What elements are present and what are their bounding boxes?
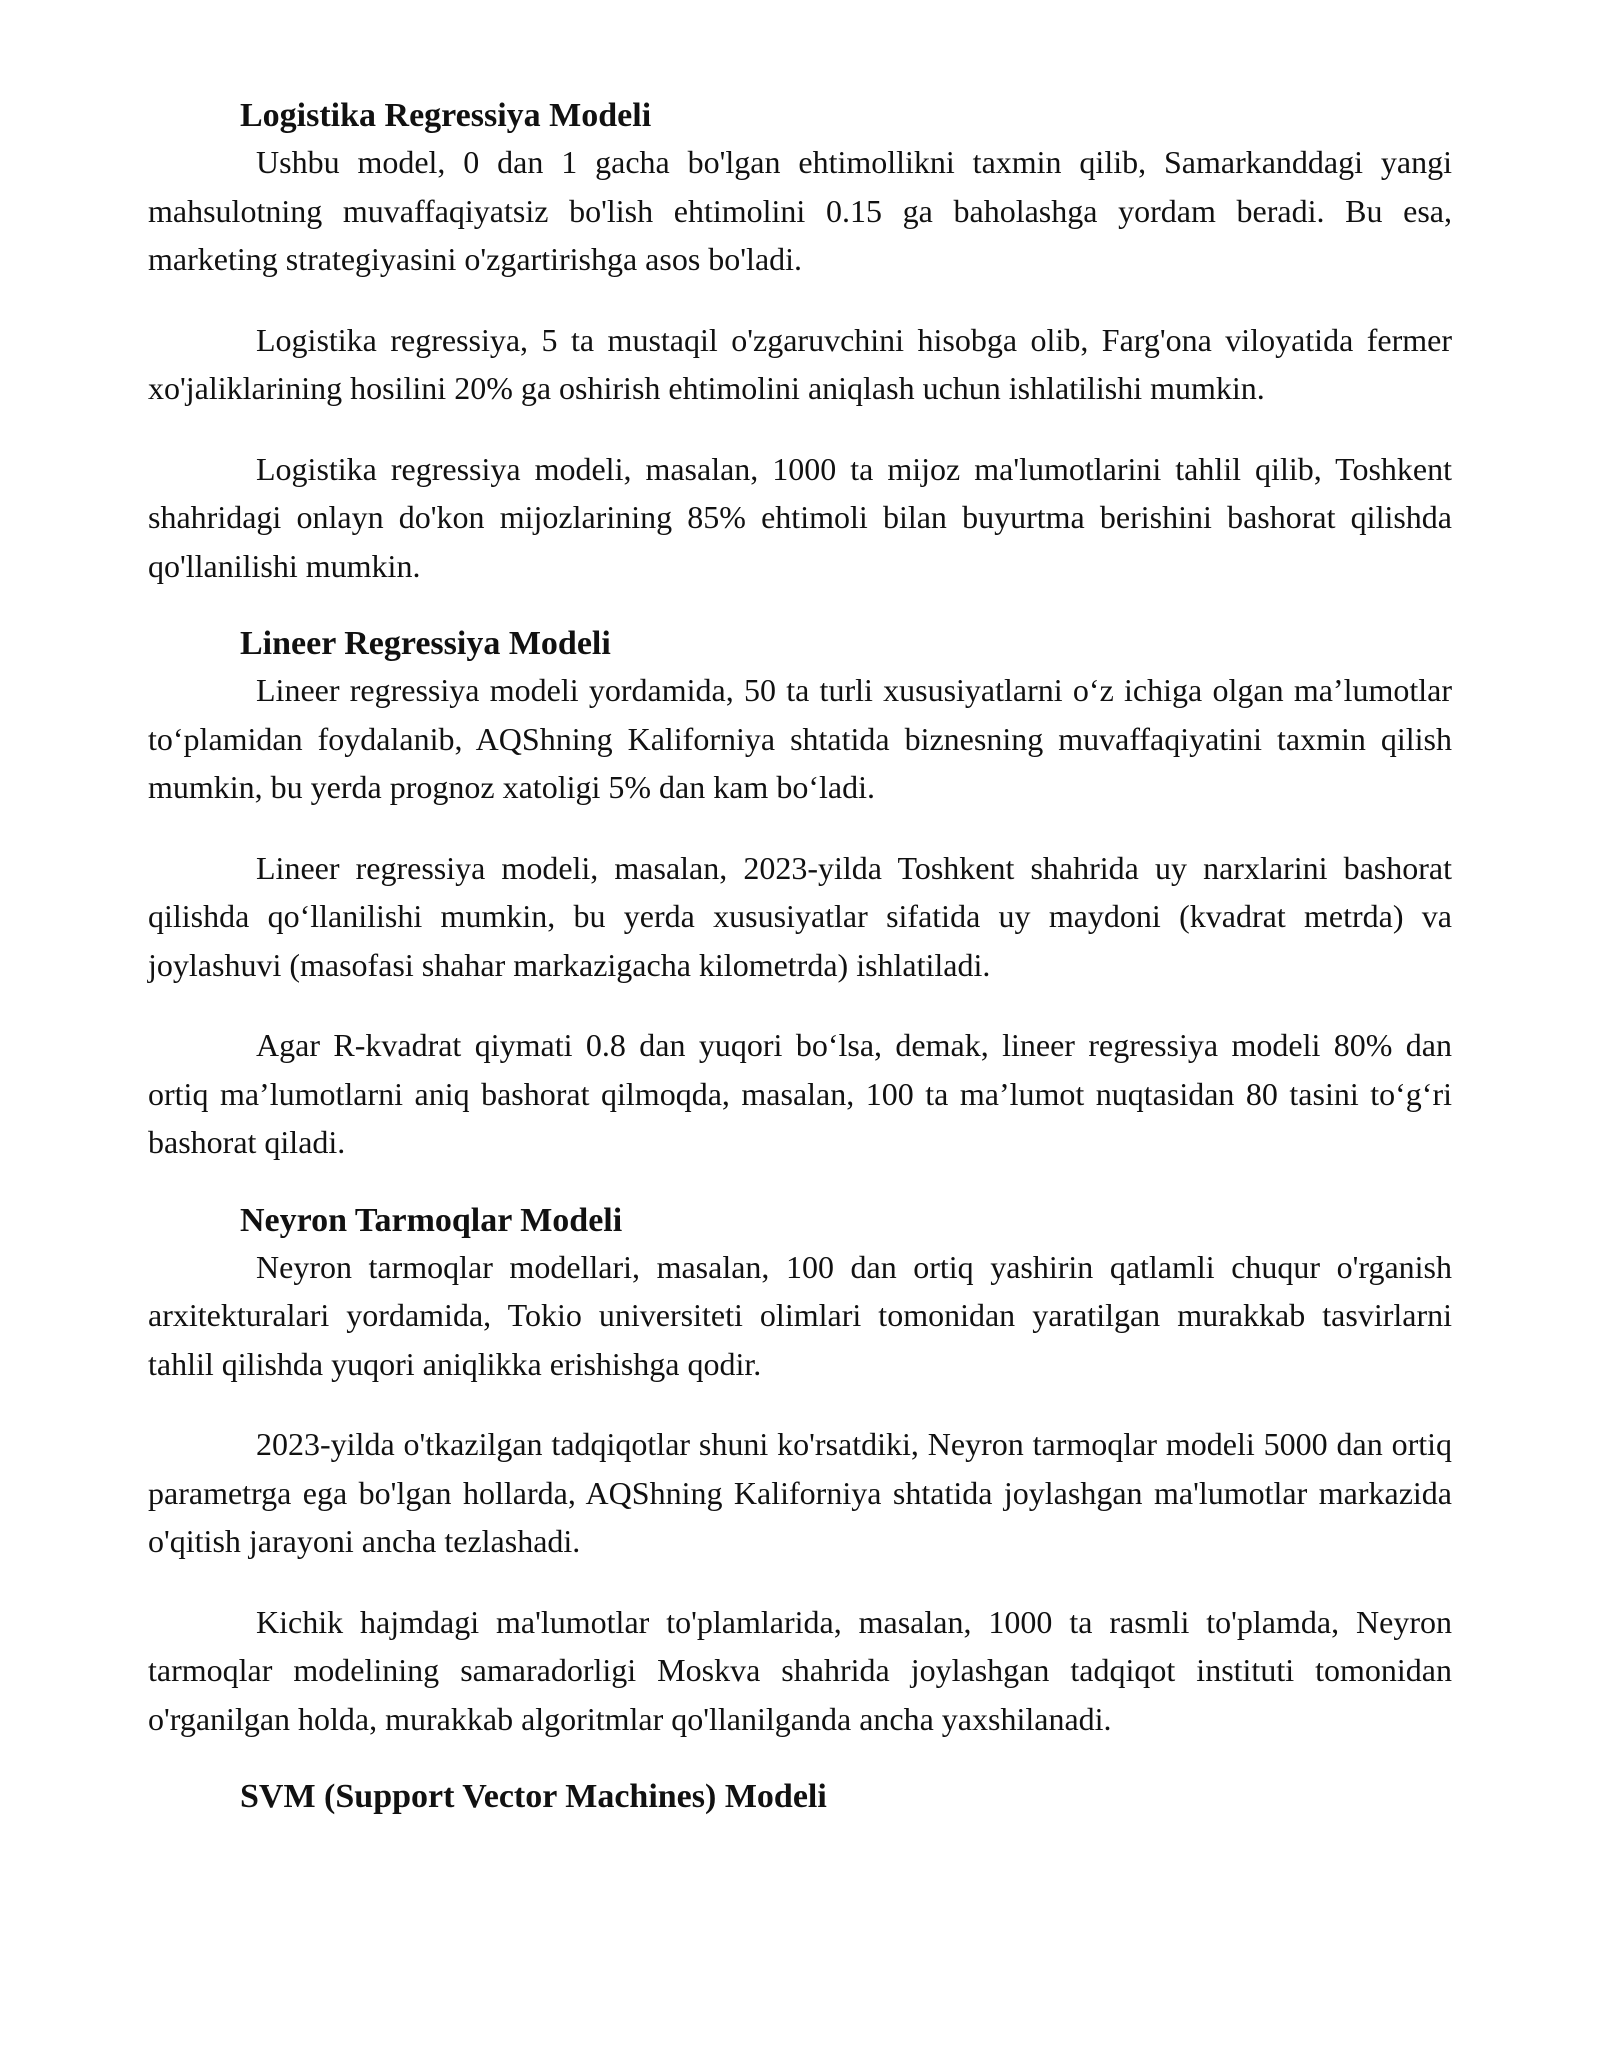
section-heading: Lineer Regressiya Modeli	[240, 625, 611, 662]
section-neural-networks	[148, 1201, 1452, 1744]
document-body	[148, 96, 1452, 1819]
paragraph: Logistika regressiya, 5 ta mustaqil o'zgaruvchini hisobga olib, Farg'ona viloyatida fermer xo'jaliklarining hosilini 20% ga oshirish ehtimolini aniqlash uchun ishlatilishi mumkin.	[148, 321, 1452, 406]
paragraph: Agar R-kvadrat qiymati 0.8 dan yuqori bo‘lsa, demak, lineer regressiya modeli 80% dan ortiq ma’lumotlarni aniq bashorat qilmoqda, masalan, 100 ta ma’lumot nuqtasidan 80 tasini to‘g‘ri bashorat qiladi.	[148, 1027, 1452, 1160]
paragraph: Kichik hajmdagi ma'lumotlar to'plamlarida, masalan, 1000 ta rasmli to'plamda, Neyron tarmoqlar modelining samaradorligi Moskva shahrida joylashgan tadqiqot instituti tomonidan o'rganilgan holda, murakkab algoritmlar qo'llanilganda ancha yaxshilanadi.	[148, 1603, 1452, 1737]
section-heading: SVM (Support Vector Machines) Modeli	[240, 1778, 827, 1815]
section-heading: Neyron Tarmoqlar Modeli	[240, 1201, 623, 1239]
paragraph: 2023-yilda o'tkazilgan tadqiqotlar shuni ko'rsatdiki, Neyron tarmoqlar modeli 5000 dan ortiq parametrga ega bo'lgan hollarda, AQShning Kaliforniya shtatida joylashgan ma'lumotlar markazida o'qitish jarayoni ancha tezlashadi.	[148, 1426, 1452, 1559]
paragraph: Neyron tarmoqlar modellari, masalan, 100 dan ortiq yashirin qatlamli chuqur o'rganish arxitekturalari yordamida, Tokio universiteti olimlari tomonidan yaratilgan murakkab tasvirlarni tahlil qilishda yuqori aniqlikka erishishga qodir.	[148, 1248, 1452, 1382]
paragraph: Lineer regressiya modeli, masalan, 2023-yilda Toshkent shahrida uy narxlarini bashorat qilishda qo‘llanilishi mumkin, bu yerda xususiyatlar sifatida uy maydoni (kvadrat metrda) va joylashuvi (masofasi shahar markazigacha kilometrda) ishlatiladi.	[148, 849, 1452, 983]
section-linear-regression	[148, 624, 1452, 1167]
paragraph: Logistika regressiya modeli, masalan, 1000 ta mijoz ma'lumotlarini tahlil qilib, Toshkent shahridagi onlayn do'kon mijozlarining 85% ehtimoli bilan buyurtma berishini bashorat qilishda qo'llanilishi mumkin.	[148, 450, 1452, 584]
paragraph: Lineer regressiya modeli yordamida, 50 ta turli xususiyatlarni o‘z ichiga olgan ma’lumotlar to‘plamidan foydalanib, AQShning Kaliforniya shtatida biznesning muvaffaqiyatini taxmin qilish mumkin, bu yerda prognoz xatoligi 5% dan kam bo‘ladi.	[148, 672, 1452, 805]
section-heading: Logistika Regressiya Modeli	[240, 97, 652, 134]
paragraph: Ushbu model, 0 dan 1 gacha bo'lgan ehtimollikni taxmin qilib, Samarkanddagi yangi mahsulotning muvaffaqiyatsiz bo'lish ehtimolini 0.15 ga baholashga yordam beradi. Bu esa, marketing strategiyasini o'zgartirishga asos bo'ladi.	[148, 144, 1452, 277]
section-svm	[148, 1777, 1452, 1817]
section-logistic-regression	[148, 96, 1452, 590]
